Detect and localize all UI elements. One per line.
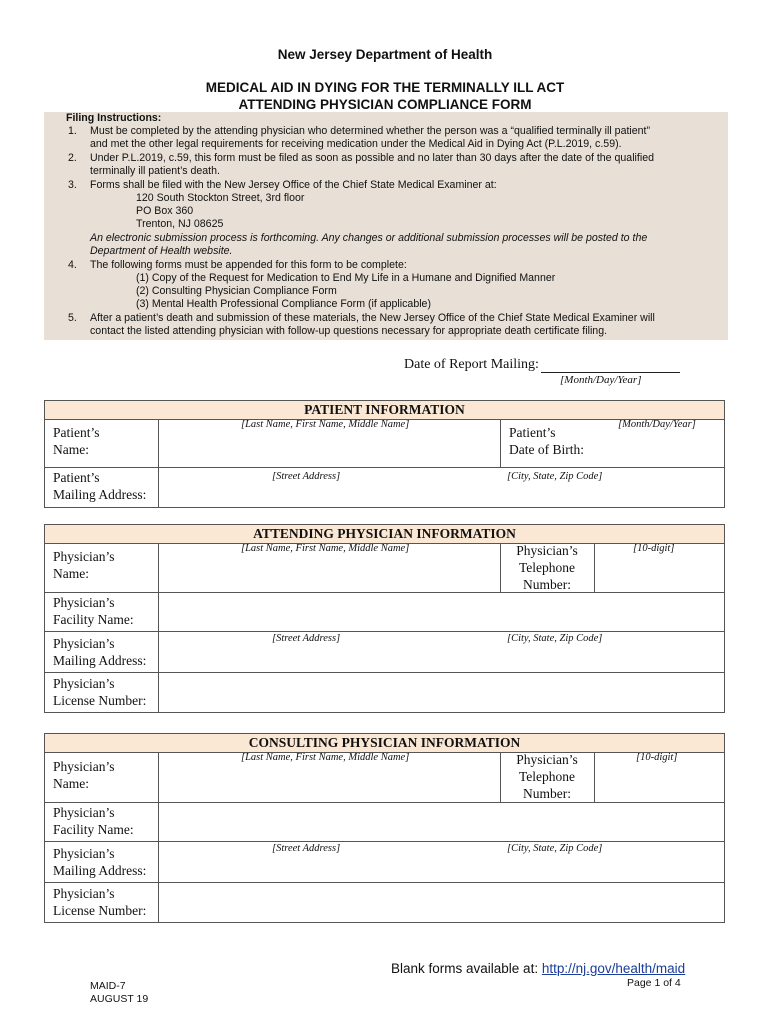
- consulting-city-field[interactable]: [City, State, Zip Code]: [507, 843, 603, 854]
- patient-address-label-1: Patient’s: [53, 470, 100, 485]
- address-line-3: Trenton, NJ 08625: [136, 218, 224, 230]
- attending-license-label-1: Physician’s: [53, 676, 115, 691]
- consulting-tel-label-1: Physician’s: [516, 752, 578, 767]
- consulting-name-label-2: Name:: [53, 776, 89, 791]
- form-revision-date: AUGUST 19: [90, 993, 149, 1005]
- patient-name-field[interactable]: [Last Name, First Name, Middle Name]: [241, 419, 410, 430]
- patient-info-section: [44, 400, 725, 508]
- patient-name-label-2: Name:: [53, 442, 89, 457]
- patient-dob-field[interactable]: [Month/Day/Year]: [618, 419, 696, 430]
- patient-address-row: [45, 467, 724, 507]
- item-number-4: 4.: [68, 259, 77, 271]
- attending-physician-section: [44, 524, 725, 713]
- attending-tel-label-1: Physician’s: [516, 543, 578, 558]
- consulting-physician-header: CONSULTING PHYSICIAN INFORMATION: [45, 734, 724, 753]
- patient-address-label-2: Mailing Address:: [53, 487, 147, 502]
- attending-physician-header: ATTENDING PHYSICIAN INFORMATION: [45, 525, 724, 544]
- filing-instructions: [44, 112, 728, 340]
- consulting-name-field[interactable]: [Last Name, First Name, Middle Name]: [241, 752, 410, 763]
- patient-dob-label-1: Patient’s: [509, 425, 556, 440]
- instruction-4a: The following forms must be appended for this form to be complete:: [90, 259, 407, 271]
- maid-forms-link[interactable]: http://nj.gov/health/maid: [541, 961, 686, 976]
- attending-tel-label-3: Number:: [523, 577, 571, 592]
- required-form-3: (3) Mental Health Professional Compliance Form (if applicable): [136, 298, 431, 310]
- attending-name-label-2: Name:: [53, 566, 89, 581]
- consulting-address-label-1: Physician’s: [53, 846, 115, 861]
- instruction-5a: After a patient’s death and submission of these materials, the New Jersey Office of the Chief State Medical Examiner will: [90, 312, 655, 324]
- consulting-facility-label-2: Facility Name:: [53, 822, 134, 837]
- required-form-1: (1) Copy of the Request for Medication to End My Life in a Humane and Dignified Manner: [136, 272, 556, 284]
- department-title: New Jersey Department of Health: [277, 47, 493, 62]
- consulting-tel-label-2: Telephone: [518, 769, 576, 784]
- attending-street-field[interactable]: [Street Address]: [272, 633, 341, 644]
- required-form-2: (2) Consulting Physician Compliance Form: [136, 285, 337, 297]
- blank-forms-note: [391, 961, 685, 976]
- attending-tel-label-2: Telephone: [518, 560, 576, 575]
- attending-license-label-2: License Number:: [53, 693, 147, 708]
- instructions-heading: Filing Instructions:: [66, 112, 162, 124]
- attending-address-row: [45, 631, 724, 673]
- attending-address-label-1: Physician’s: [53, 636, 115, 651]
- form-id: MAID-7: [90, 980, 126, 992]
- instruction-1b: and met the other legal requirements for receiving medication under the Medical Aid in Dying Act (P.L.2019, c.59).: [90, 138, 622, 150]
- consulting-address-row: [45, 841, 724, 883]
- address-line-2: PO Box 360: [136, 205, 194, 217]
- attending-city-field[interactable]: [City, State, Zip Code]: [507, 633, 603, 644]
- instruction-5b: contact the listed attending physician with follow-up questions necessary for appropriate death certificate filing.: [90, 325, 608, 337]
- item-number-5: 5.: [68, 312, 77, 324]
- consulting-tel-label-3: Number:: [523, 786, 571, 801]
- consulting-name-row: [45, 752, 724, 803]
- instruction-2b: terminally ill patient’s death.: [90, 165, 220, 177]
- patient-info-header: PATIENT INFORMATION: [45, 401, 724, 420]
- patient-street-field[interactable]: [Street Address]: [272, 471, 341, 482]
- page-number: Page 1 of 4: [627, 977, 681, 989]
- patient-name-label-1: Patient’s: [53, 425, 100, 440]
- consulting-name-label-1: Physician’s: [53, 759, 115, 774]
- patient-city-field[interactable]: [City, State, Zip Code]: [507, 471, 603, 482]
- item-number-1: 1.: [68, 125, 77, 137]
- attending-facility-label-2: Facility Name:: [53, 612, 134, 627]
- patient-dob-label-2: Date of Birth:: [509, 442, 584, 457]
- blank-forms-text: Blank forms available at:: [391, 961, 542, 976]
- report-date-hint: [Month/Day/Year]: [560, 374, 642, 386]
- consulting-license-row: [45, 882, 724, 922]
- attending-address-label-2: Mailing Address:: [53, 653, 147, 668]
- consulting-facility-label-1: Physician’s: [53, 805, 115, 820]
- attending-name-row: [45, 543, 724, 593]
- instruction-2a: Under P.L.2019, c.59, this form must be filed as soon as possible and no later than 30 days after the date of the qualified: [90, 152, 654, 164]
- consulting-facility-row: [45, 802, 724, 842]
- consulting-street-field[interactable]: [Street Address]: [272, 843, 341, 854]
- instruction-1a: Must be completed by the attending physician who determined whether the person was a “qualified terminally ill patient”: [90, 125, 651, 137]
- attending-facility-row: [45, 592, 724, 632]
- address-line-1: 120 South Stockton Street, 3rd floor: [136, 192, 305, 204]
- consulting-tel-field[interactable]: [10-digit]: [636, 752, 678, 763]
- consulting-physician-section: [44, 733, 725, 923]
- item-number-3: 3.: [68, 179, 77, 191]
- report-date-label: Date of Report Mailing:: [404, 357, 539, 372]
- attending-facility-label-1: Physician’s: [53, 595, 115, 610]
- form-title-line2: ATTENDING PHYSICIAN COMPLIANCE FORM: [238, 97, 532, 112]
- electronic-note-a: An electronic submission process is forthcoming. Any changes or additional submission processes will be posted to the: [90, 232, 648, 244]
- attending-name-label-1: Physician’s: [53, 549, 115, 564]
- consulting-license-label-1: Physician’s: [53, 886, 115, 901]
- electronic-note-b: Department of Health website.: [90, 245, 233, 257]
- form-id-block: [90, 980, 148, 1006]
- consulting-address-label-2: Mailing Address:: [53, 863, 147, 878]
- item-number-2: 2.: [68, 152, 77, 164]
- patient-name-row: [45, 419, 724, 468]
- report-date-field[interactable]: [541, 372, 680, 373]
- consulting-license-label-2: License Number:: [53, 903, 147, 918]
- attending-tel-field[interactable]: [10-digit]: [633, 543, 675, 554]
- attending-name-field[interactable]: [Last Name, First Name, Middle Name]: [241, 543, 410, 554]
- instruction-3a: Forms shall be filed with the New Jersey Office of the Chief State Medical Examiner at:: [90, 179, 497, 191]
- form-title-line1: MEDICAL AID IN DYING FOR THE TERMINALLY ILL ACT: [205, 80, 565, 95]
- attending-license-row: [45, 672, 724, 712]
